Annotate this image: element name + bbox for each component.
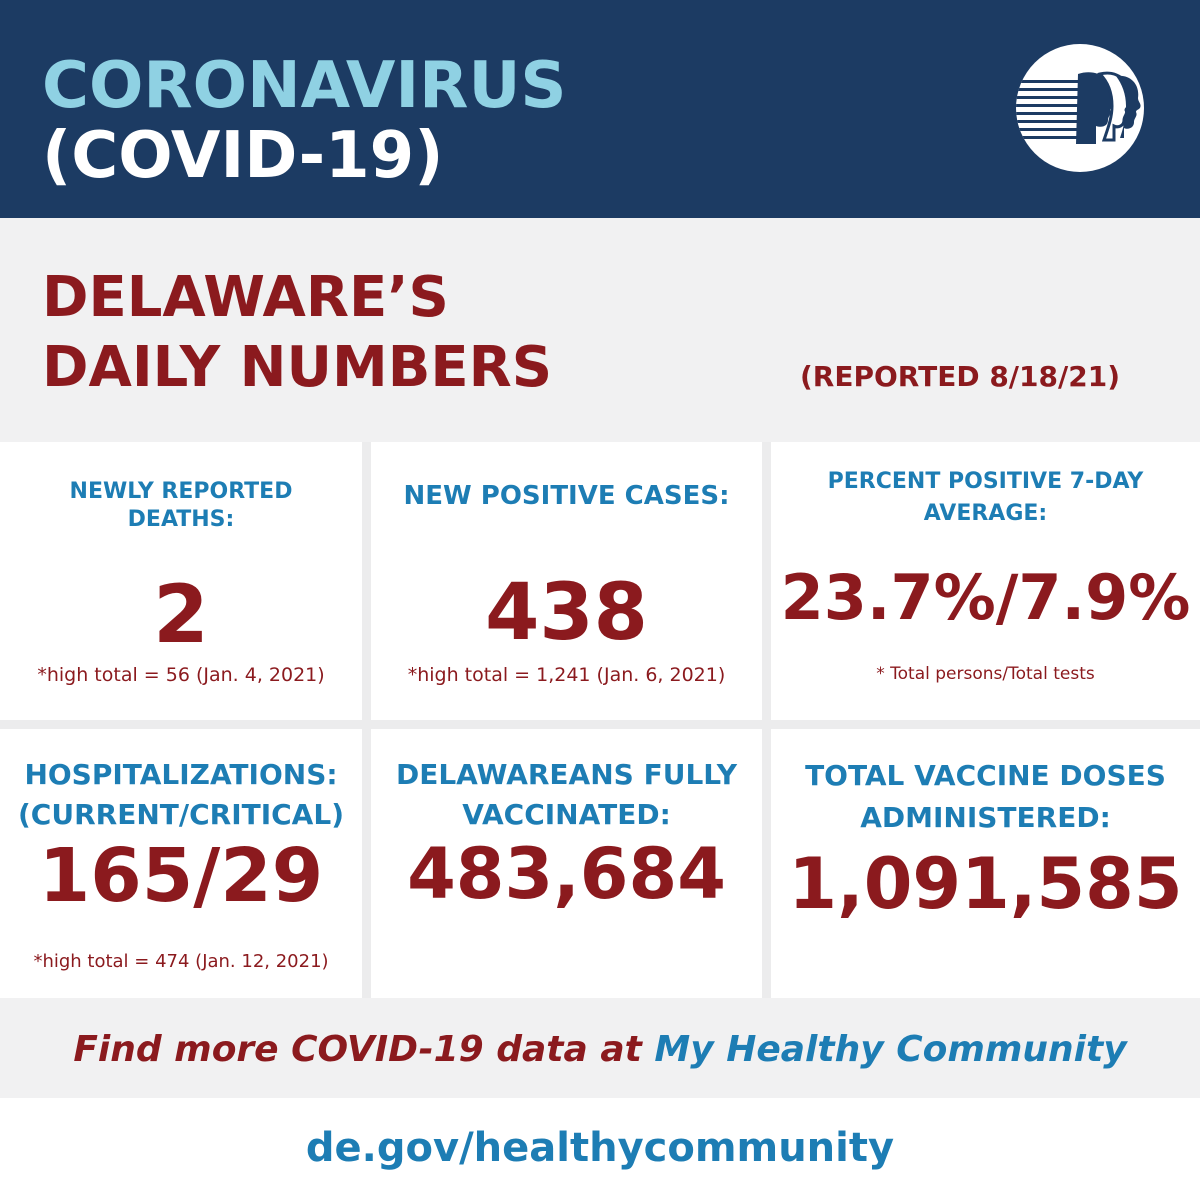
daily-numbers-heading bbox=[0, 218, 1200, 442]
stat-card-hospitalizations bbox=[0, 729, 362, 998]
stat-card-positive-cases bbox=[371, 442, 762, 720]
promo-link-my-healthy-community[interactable]: My Healthy Community bbox=[654, 1029, 1127, 1070]
promo-text bbox=[0, 1028, 1200, 1072]
promo-text-prefix: Find more COVID-19 data at bbox=[73, 1029, 655, 1070]
stat-card-percent-positive bbox=[771, 442, 1200, 720]
stat-card-vaccine-doses bbox=[771, 729, 1200, 998]
stat-note: * Total persons/Total tests bbox=[876, 664, 1095, 684]
dph-logo-icon bbox=[1016, 44, 1144, 172]
stat-label: HOSPITALIZATIONS: (CURRENT/CRITICAL) bbox=[18, 758, 344, 831]
stat-value: 165/29 bbox=[38, 833, 324, 919]
heading-line-1: DELAWARE’S bbox=[42, 265, 449, 330]
stat-value: 2 bbox=[153, 568, 209, 661]
title-coronavirus: CORONAVIRUS bbox=[42, 49, 567, 123]
stat-value: 23.7%/7.9% bbox=[780, 561, 1191, 634]
stat-value: 1,091,585 bbox=[788, 843, 1183, 925]
stat-note: *high total = 474 (Jan. 12, 2021) bbox=[33, 951, 329, 972]
stats-grid bbox=[0, 442, 1200, 998]
stat-label: NEWLY REPORTED DEATHS: bbox=[69, 479, 293, 532]
title-covid19: (COVID-19) bbox=[42, 119, 444, 193]
stat-card-deaths bbox=[0, 442, 362, 720]
stat-card-fully-vaccinated bbox=[371, 729, 762, 998]
stat-note: *high total = 56 (Jan. 4, 2021) bbox=[37, 664, 325, 686]
stat-label: TOTAL VACCINE DOSES ADMINISTERED: bbox=[805, 759, 1166, 834]
stat-note: *high total = 1,241 (Jan. 6, 2021) bbox=[407, 664, 726, 686]
heading-line-2: DAILY NUMBERS bbox=[42, 335, 553, 400]
promo-banner bbox=[0, 998, 1200, 1098]
stat-value: 483,684 bbox=[407, 833, 726, 915]
stat-label: PERCENT POSITIVE 7-DAY AVERAGE: bbox=[827, 469, 1144, 526]
stat-label: NEW POSITIVE CASES: bbox=[403, 481, 730, 511]
stat-label: DELAWAREANS FULLY VACCINATED: bbox=[395, 758, 738, 831]
header-banner bbox=[0, 0, 1200, 218]
footer bbox=[0, 1098, 1200, 1200]
stat-value: 438 bbox=[485, 568, 648, 658]
reported-date: (REPORTED 8/18/21) bbox=[800, 360, 1120, 393]
healthy-community-url-link[interactable]: de.gov/healthycommunity bbox=[305, 1125, 895, 1171]
